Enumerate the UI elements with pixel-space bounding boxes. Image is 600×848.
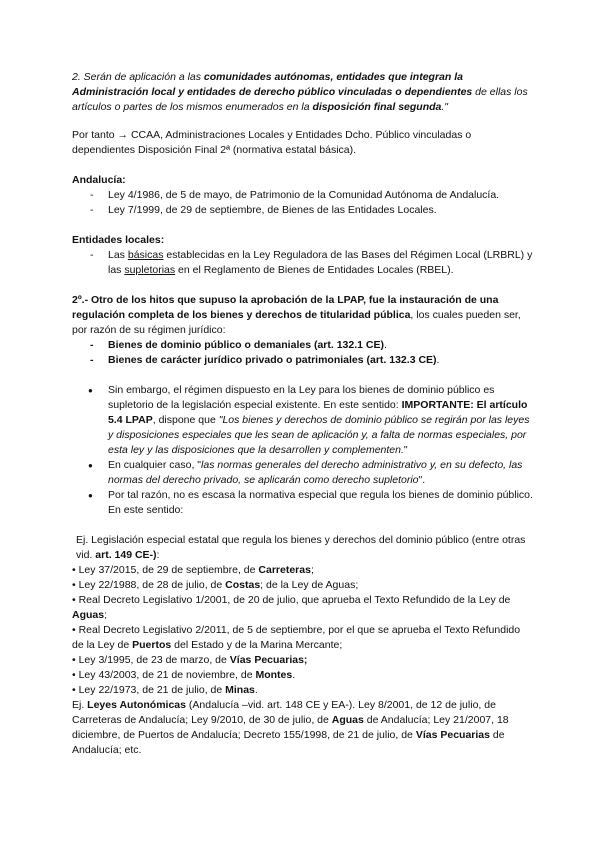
text: ; de la Ley de Aguas;: [260, 579, 359, 591]
regimen-list: [72, 338, 534, 368]
bullet-item: [72, 458, 534, 488]
bold-text: Montes: [255, 669, 293, 681]
bullet-item: ● Por tal razón, no es escasa la normativa especial que regula los bienes de dominio público. En este sentido:: [72, 488, 534, 518]
text: Ej. Legislación especial estatal que regula los bienes y derechos del dominio público (entre otras vid.: [76, 534, 526, 561]
bold-text: Bienes de dominio público o demaniales (art. 132.1 CE): [108, 339, 384, 351]
section-2-paragraph: [72, 293, 534, 338]
bold-text: disposición final segunda: [312, 101, 442, 113]
text: • Real Decreto Legislativo 1/2001, de 20 de julio, que aprueba el Texto Refundido de la Ley de: [72, 594, 511, 606]
bold-text: art. 149 CE-): [95, 549, 157, 561]
underlined-text: supletorias: [124, 264, 176, 276]
text: (Andalucía –vid. art. 148 CE y EA-). Ley 8/2001, de 12 de julio, de Carreteras de Andalucía; Ley 9/2010, de 30 de julio, de: [72, 699, 496, 726]
text: ;: [104, 609, 108, 621]
text: 2. Serán de aplicación a las: [72, 71, 204, 83]
text: • Ley 37/2015, de 29 de septiembre, de: [72, 564, 259, 576]
list-item: - Ley 7/1999, de 29 de septiembre, de Bienes de las Entidades Locales.: [72, 203, 534, 218]
text: En cualquier caso, ": [108, 459, 202, 471]
text: de ellas los artículos o partes de los mismos enumerados en la: [72, 86, 528, 113]
text: establecidas en la Ley Reguladora de las Bases del Régimen Local (LRBRL) y las: [108, 249, 533, 276]
text: de Andalucía; etc.: [72, 729, 505, 756]
text: .: [254, 684, 258, 696]
bullet-item: [72, 383, 534, 458]
text: Las: [108, 249, 128, 261]
bold-text: Aguas: [331, 714, 364, 726]
andalucia-heading: Andalucía:: [72, 174, 126, 186]
text: Sin embargo, el régimen dispuesto en la Ley para los bienes de dominio público es supletorio de la legislación especial existente. En este sentido:: [108, 384, 495, 411]
ley-item: [72, 668, 534, 683]
andalucia-list: [72, 188, 534, 218]
bold-text: Carreteras: [258, 564, 311, 576]
text: .: [436, 354, 440, 366]
text: .": [441, 101, 449, 113]
text: • Ley 3/1995, de 23 de marzo, de: [72, 654, 230, 666]
text: ;: [310, 564, 314, 576]
italic-text: "Los bienes y derechos de dominio público se regirán por las leyes y disposiciones especiales que les sean de aplicación y, a falta de normas especiales, por esta ley y las disposiciones que la desarrollen y complementen.: [108, 414, 530, 456]
text: , los cuales pueden ser, por razón de su régimen jurídico:: [72, 309, 521, 336]
bold-text: Aguas: [72, 609, 105, 621]
bold-text: Leyes Autonómicas: [87, 699, 186, 711]
bold-text: Costas: [225, 579, 261, 591]
ejemplos-intro: [76, 533, 534, 563]
summary-paragraph: Por tanto → CCAA, Administraciones Locales y Entidades Dcho. Público vinculadas o dependientes Disposición Final 2ª (normativa estatal básica).: [72, 129, 472, 156]
bold-text: Bienes de carácter jurídico privado o patrimoniales (art. 132.3 CE): [108, 354, 437, 366]
text: en el Reglamento de Bienes de Entidades Locales (RBEL).: [175, 264, 454, 276]
italic-text: las normas generales del derecho administrativo y, en su defecto, las normas del derecho privado, se aplicarán como derecho supletorio: [108, 459, 523, 486]
bold-text: IMPORTANTE: El artículo 5.4 LPAP: [108, 399, 528, 426]
list-item: [72, 353, 534, 368]
text: .: [292, 669, 296, 681]
text: :: [156, 549, 160, 561]
text: • Real Decreto Legislativo 2/2011, de 5 de septiembre, por el que se aprueba el Texto Refundido de la Ley de: [72, 624, 521, 651]
leyes-autonomicas-paragraph: [72, 698, 534, 758]
text: Ej.: [72, 699, 88, 711]
text: ".: [418, 474, 426, 486]
bold-text: comunidades autónomas, entidades que integran la Administración local y entidades de derecho público vinculadas o dependientes: [72, 71, 473, 98]
bold-text: Minas: [225, 684, 255, 696]
bold-text: 2º.- Otro de los hitos que supuso la aprobación de la LPAP, fue la instauración de una regulación completa de los bienes y derechos de titularidad pública: [72, 294, 499, 321]
list-item: - Ley 4/1986, de 5 de mayo, de Patrimonio de la Comunidad Autónoma de Andalucía.: [72, 188, 534, 203]
ley-item: [72, 593, 534, 623]
bold-text: Puertos: [132, 639, 172, 651]
ley-item: [72, 653, 534, 668]
text: • Ley 22/1973, de 21 de julio, de: [72, 684, 226, 696]
locales-heading: Entidades locales:: [72, 234, 165, 246]
list-item: [72, 338, 534, 353]
ley-item: [72, 578, 534, 593]
text: • Ley 43/2003, de 21 de noviembre, de: [72, 669, 256, 681]
quote-paragraph: [72, 70, 534, 115]
bold-text: Vías Pecuarias;: [229, 654, 308, 666]
ley-item: [72, 563, 534, 578]
text: • Ley 22/1988, de 28 de julio, de: [72, 579, 226, 591]
list-item: [72, 248, 534, 278]
locales-list: [72, 248, 534, 278]
text: del Estado y de la Marina Mercante;: [171, 639, 343, 651]
text: ": [403, 444, 408, 456]
document-page: [72, 70, 534, 758]
ley-item: [72, 623, 534, 653]
underlined-text: básicas: [127, 249, 164, 261]
ley-item: [72, 683, 534, 698]
text: .: [383, 339, 387, 351]
text: , dispone que: [152, 414, 219, 426]
text: de Andalucía; Ley 21/2007, 18 diciembre, de Puertos de Andalucía; Decreto 155/1998, de 21 de julio, de: [72, 714, 509, 741]
bullet-list: [72, 383, 534, 518]
bold-text: Vías Pecuarias: [415, 729, 490, 741]
